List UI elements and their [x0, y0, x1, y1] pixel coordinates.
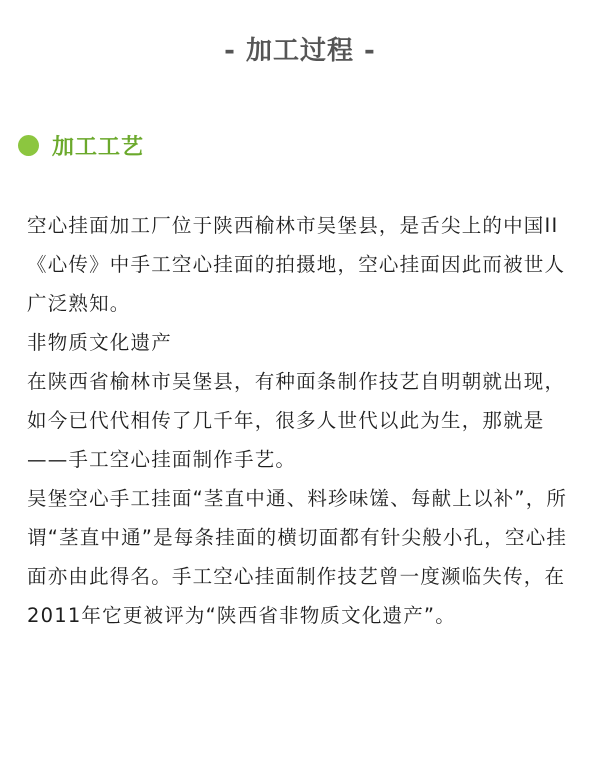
paragraph-intro: 空心挂面加工厂位于陕西榆林市吴堡县，是舌尖上的中国II《心传》中手工空心挂面的拍摄地，空心挂面因此而被世人广泛熟知。	[27, 214, 566, 315]
article-body	[27, 206, 579, 635]
paragraph-subheading: 非物质文化遗产	[27, 331, 172, 354]
section-header	[18, 130, 144, 161]
green-dot-icon	[18, 135, 39, 156]
paragraph-description: 吴堡空心手工挂面“茎直中通、料珍味馐、每献上以补”，所谓“茎直中通”是每条挂面的横切面都有针尖般小孔，空心挂面亦由此得名。手工空心挂面制作技艺曾一度濒临失传，在2011年它更被评为“陕西省非物质文化遗产”。	[27, 487, 568, 627]
page-title: - 加工过程 -	[224, 36, 376, 66]
paragraph-history: 在陕西省榆林市吴堡县，有种面条制作技艺自明朝就出现，如今已代代相传了几千年，很多人世代以此为生，那就是——手工空心挂面制作手艺。	[27, 370, 566, 471]
section-title: 加工工艺	[52, 135, 145, 160]
